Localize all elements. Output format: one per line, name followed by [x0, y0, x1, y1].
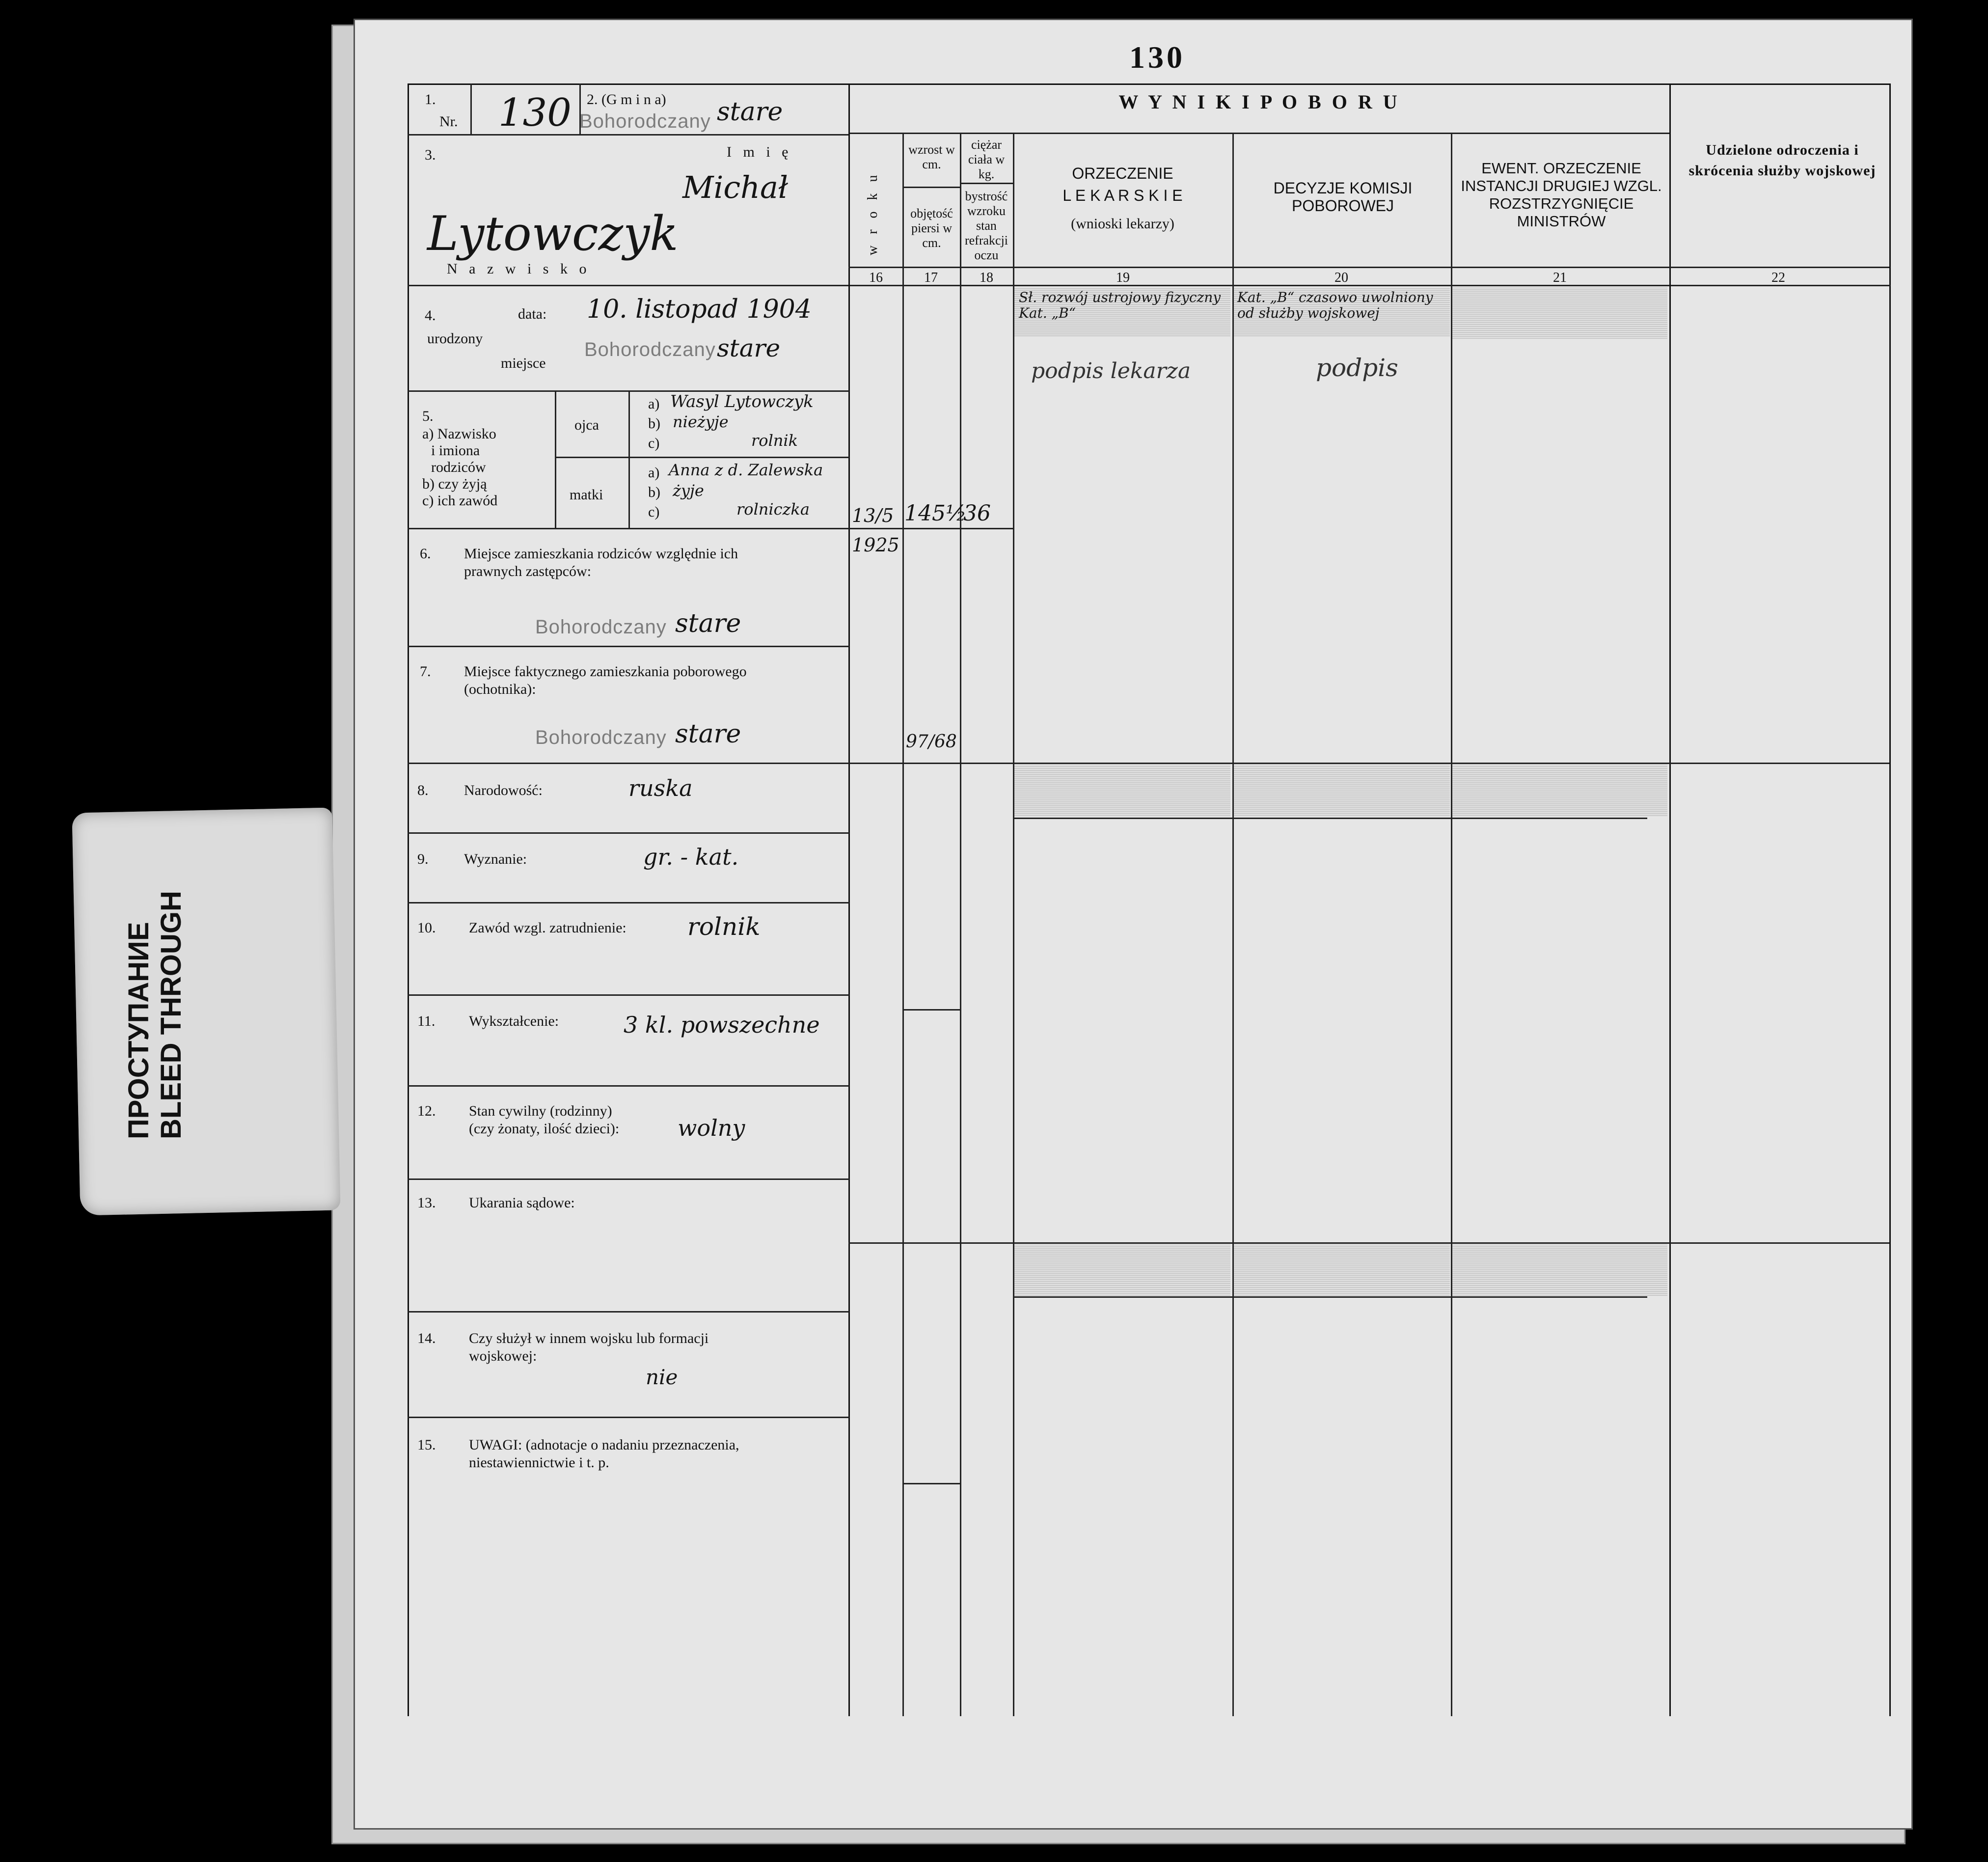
col-commission-label: DECYZJE KOMISJI POBOROWEJ [1273, 179, 1413, 215]
shaded-band [1014, 765, 1230, 816]
row5-label-b: b) czy żyją [422, 476, 487, 492]
gmina-value: stare [717, 97, 783, 127]
birth-date-value: 10. listopad 1904 [587, 295, 812, 324]
col-medical-note: (wnioski lekarzy) [1071, 216, 1174, 232]
page-number: 130 [1129, 40, 1185, 75]
father-occupation: rolnik [751, 431, 798, 450]
row7-label-2: (ochotnika): [464, 681, 536, 697]
first-name-value: Michał [682, 169, 789, 205]
occupation-label: Zawód wzgl. zatrudnienie: [469, 920, 626, 936]
row11-number: 11. [417, 1013, 436, 1029]
table-rule [1889, 83, 1891, 1716]
table-rule [408, 1085, 849, 1087]
table-rule [902, 1483, 960, 1484]
commission-decision: Kat. „B“ czasowo uwolniony od służby wojskowej [1237, 289, 1433, 321]
first-name-label: I m i ę [727, 144, 792, 160]
examination-date: 13/5 1925 [852, 505, 899, 556]
table-rule [408, 832, 849, 834]
tag-line-ru: ПРОСТУПАНИЕ [123, 922, 155, 1139]
table-rule [470, 83, 472, 134]
occupation-value: rolnik [687, 912, 761, 941]
table-rule [1013, 818, 1647, 819]
row4-place-label: miejsce [501, 355, 546, 371]
military-service-value: nie [646, 1365, 678, 1389]
table-rule [408, 902, 849, 904]
father-c: c) [648, 435, 660, 451]
table-rule [408, 1311, 849, 1313]
table-rule [408, 528, 849, 529]
mother-name: Anna z d. Zalewska [669, 461, 823, 479]
row8-number: 8. [417, 782, 429, 798]
row13-number: 13. [417, 1195, 436, 1211]
row6-label-2: prawnych zastępców: [464, 563, 592, 579]
field3-number: 3. [425, 147, 436, 163]
table-rule [1013, 133, 1014, 1716]
mother-b: b) [648, 484, 660, 500]
religion-value: gr. - kat. [643, 844, 739, 870]
table-rule [1013, 1296, 1647, 1298]
row5-label-a2: i imiona [431, 442, 480, 459]
table-rule [408, 763, 849, 764]
col-number-19: 19 [1116, 270, 1130, 285]
table-rule [849, 133, 1669, 134]
father-b: b) [648, 415, 660, 432]
parents-residence-value: stare [675, 609, 741, 638]
col-eyesight-label: bystrość wzroku stan refrakcji oczu [964, 189, 1008, 262]
mother-occupation: rolniczka [736, 500, 810, 519]
shaded-band [1452, 765, 1667, 816]
row4-number: 4. [425, 307, 436, 324]
col-number-21: 21 [1553, 270, 1567, 285]
table-rule [902, 187, 960, 188]
table-rule [1232, 133, 1234, 1716]
table-rule [628, 390, 630, 528]
father-name: Wasyl Lytowczyk [670, 392, 814, 411]
row6-label-1: Miejsce zamieszkania rodziców względnie ich [464, 546, 738, 562]
nationality-value: ruska [628, 775, 693, 801]
field1-label: Nr. [439, 113, 458, 130]
education-value: 3 kl. powszechne [624, 1012, 820, 1038]
religion-label: Wyznanie: [464, 851, 527, 867]
row15-number: 15. [417, 1437, 436, 1453]
col-chest-label: objętość piersi w cm. [910, 206, 953, 250]
col-number-18: 18 [980, 270, 993, 285]
marital-label-1: Stan cywilny (rodzinny) [469, 1103, 612, 1119]
table-rule [408, 83, 1890, 85]
table-rule [848, 763, 1889, 764]
mother-label: matki [570, 487, 603, 503]
shaded-band [1452, 287, 1667, 339]
nationality-label: Narodowość: [464, 782, 543, 798]
col-number-20: 20 [1334, 270, 1348, 285]
bleed-through-label [123, 891, 188, 1139]
doctor-signature: podpis lekarza [1031, 358, 1191, 383]
row5-label-a: a) Nazwisko [422, 426, 496, 442]
table-rule [848, 267, 1889, 268]
table-rule [902, 133, 904, 1716]
row14-number: 14. [417, 1330, 436, 1346]
remarks-label-2: niestawiennictwie i t. p. [469, 1454, 609, 1471]
residence-value: stare [675, 719, 741, 749]
table-rule [408, 285, 1890, 286]
col-number-17: 17 [924, 270, 938, 285]
col-medical-title: ORZECZENIE [1072, 164, 1173, 182]
residence-stamp: Bohorodczany [535, 727, 667, 748]
education-label: Wykształcenie: [469, 1013, 559, 1029]
shaded-band [1014, 1244, 1230, 1296]
table-rule [408, 83, 409, 1716]
col-year-label: w r o k u [865, 171, 880, 255]
table-rule [408, 134, 849, 136]
table-rule [408, 994, 849, 996]
chest-value: 97/68 [906, 732, 957, 752]
parents-residence-stamp: Bohorodczany [535, 616, 667, 638]
marital-label-2: (czy żonaty, ilość dzieci): [469, 1121, 620, 1137]
remarks-label-1: UWAGI: (adnotacje o nadaniu przeznaczenia, [469, 1437, 739, 1453]
row7-label-1: Miejsce faktycznego zamieszkania poborowego [464, 663, 747, 680]
weight-value: 36 [963, 501, 991, 526]
field2-label: 2. (G m i n a) [587, 91, 666, 108]
gmina-stamp: Bohorodczany [579, 110, 711, 132]
table-rule [555, 457, 849, 458]
shaded-band [1234, 765, 1450, 816]
mother-alive: żyje [673, 481, 704, 500]
bleed-through-tag [72, 808, 340, 1216]
table-rule [408, 1417, 849, 1418]
commission-signature: podpis [1316, 354, 1398, 382]
father-alive: nieżyje [673, 412, 729, 431]
col-weight-label: ciężar ciała w kg. [968, 137, 1005, 181]
table-rule [848, 1242, 1889, 1244]
col-number-16: 16 [869, 270, 883, 285]
military-service-label-2: wojskowej: [469, 1348, 537, 1364]
row7-number: 7. [420, 663, 431, 680]
table-rule [960, 133, 961, 1716]
row4-date-label: data: [518, 306, 547, 322]
table-rule [960, 183, 1013, 184]
mother-a: a) [648, 465, 660, 481]
tag-line-en: BLEED THROUGH [155, 891, 187, 1139]
row5-number: 5. [422, 408, 434, 424]
father-a: a) [648, 396, 660, 412]
birth-place-value: stare [717, 334, 781, 362]
mother-c: c) [648, 504, 660, 520]
row6-number: 6. [420, 546, 431, 562]
height-value: 145½ [904, 501, 967, 526]
table-rule [848, 83, 850, 1716]
row5-label-c: c) ich zawód [422, 493, 498, 509]
convictions-label: Ukarania sądowe: [469, 1195, 575, 1211]
military-service-label-1: Czy służył w innem wojsku lub formacji [469, 1330, 709, 1346]
field1-number: 1. [425, 91, 436, 108]
row12-number: 12. [417, 1103, 436, 1119]
row10-number: 10. [417, 920, 436, 936]
col-number-22: 22 [1771, 270, 1785, 285]
father-label: ojca [574, 417, 599, 433]
col-second-instance-label: EWENT. ORZECZENIE INSTANCJI DRUGIEJ WZGL. ROZSTRZYGNIĘCIE MINISTRÓW [1461, 160, 1662, 230]
medical-finding: Sł. rozwój ustrojowy fizyczny Kat. „B“ [1019, 289, 1221, 321]
record-number: 130 [498, 91, 572, 135]
shaded-band [1234, 1244, 1450, 1296]
row4-born-label: urodzony [427, 330, 483, 347]
row5-label-a3: rodziców [431, 459, 486, 475]
birth-place-stamp: Bohorodczany [584, 339, 716, 360]
surname-value: Lytowczyk [427, 206, 679, 261]
table-rule [408, 1178, 849, 1180]
surname-label: N a z w i s k o [447, 261, 591, 277]
table-rule [1669, 83, 1671, 1716]
row9-number: 9. [417, 851, 429, 867]
shaded-band [1452, 1244, 1667, 1296]
table-rule [902, 1009, 960, 1011]
marital-value: wolny [678, 1115, 745, 1141]
col-height-label: wzrost w cm. [908, 142, 955, 171]
table-rule [1451, 133, 1452, 1716]
table-rule [555, 390, 556, 528]
results-title: W Y N I K I P O B O R U [1118, 91, 1400, 113]
table-rule [408, 646, 849, 647]
col-deferment-label: Udzielone odroczenia i skrócenia służby wojskowej [1688, 142, 1876, 179]
col-medical-subtitle: L E K A R S K I E [1062, 187, 1183, 204]
